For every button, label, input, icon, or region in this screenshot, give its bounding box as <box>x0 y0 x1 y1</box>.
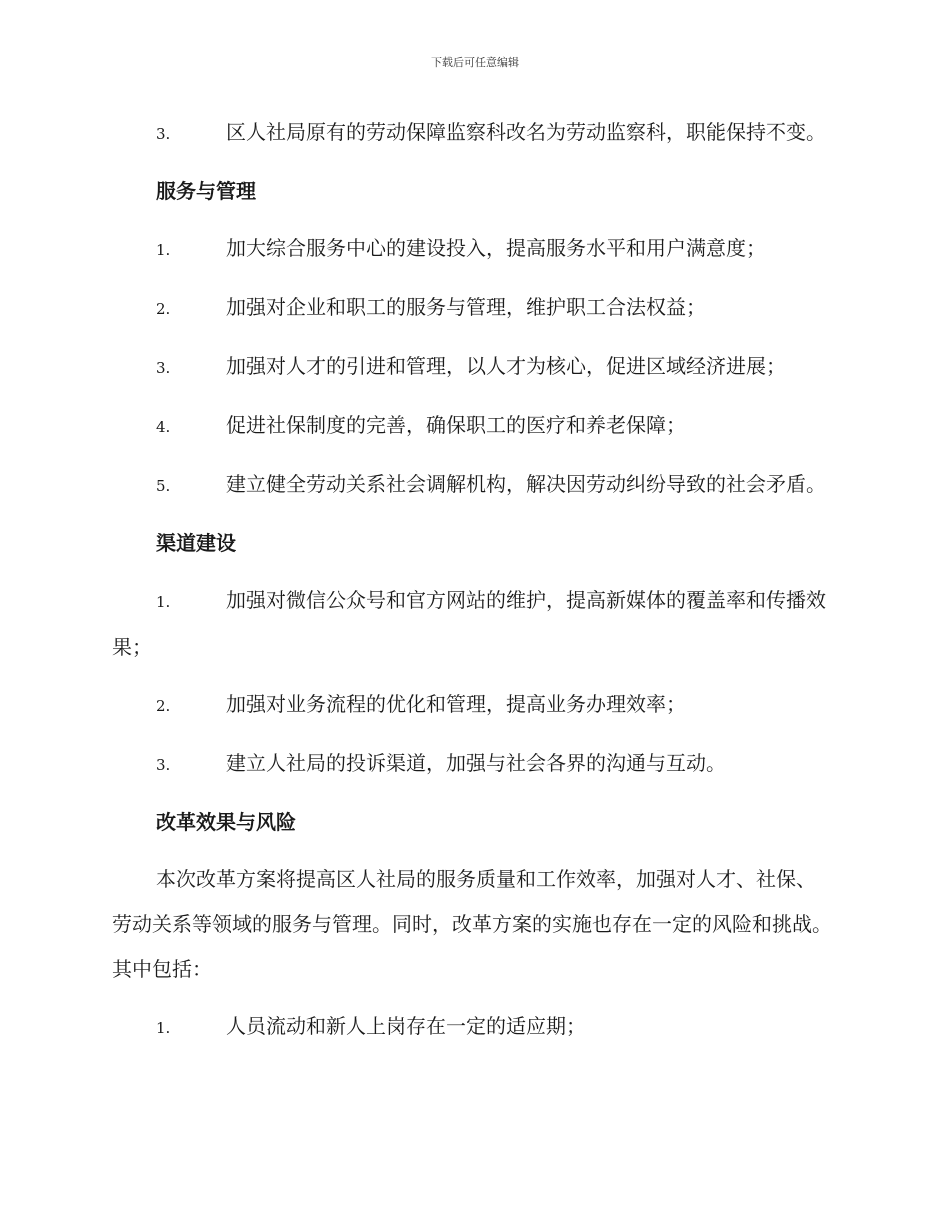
header-note: 下载后可任意编辑 <box>431 56 519 69</box>
list-item <box>112 741 832 788</box>
list-item-text: 建立健全劳动关系社会调解机构，解决因劳动纠纷导致的社会矛盾。 <box>226 472 826 496</box>
section-heading-channels: 渠道建设 <box>156 531 236 555</box>
list-item-text: 人员流动和新人上岗存在一定的适应期； <box>226 1014 586 1038</box>
list-item-number: 5. <box>156 477 171 495</box>
list-item <box>112 403 832 450</box>
document-content <box>112 110 832 1063</box>
list-item <box>112 462 832 509</box>
list-item-text: 促进社保制度的完善，确保职工的医疗和养老保障； <box>226 413 686 437</box>
list-item-number: 2. <box>156 300 171 318</box>
section-heading-service: 服务与管理 <box>156 179 256 203</box>
list-item <box>112 1004 832 1051</box>
list-item-number: 1. <box>156 593 171 611</box>
list-item-text: 建立人社局的投诉渠道，加强与社会各界的沟通与互动。 <box>226 751 726 775</box>
list-item <box>112 344 832 391</box>
list-item-number: 2. <box>156 697 171 715</box>
body-paragraph: 本次改革方案将提高区人社局的服务质量和工作效率，加强对人才、社保、劳动关系等领域的服务与管理。同时，改革方案的实施也存在一定的风险和挑战。其中包括： <box>112 867 832 981</box>
list-item-text: 加强对企业和职工的服务与管理，维护职工合法权益； <box>226 295 706 319</box>
list-item-text: 加强对微信公众号和官方网站的维护，提高新媒体的覆盖率和传播效果； <box>112 588 826 659</box>
list-item <box>112 682 832 729</box>
list-item <box>112 110 832 157</box>
list-item-text: 区人社局原有的劳动保障监察科改名为劳动监察科，职能保持不变。 <box>226 120 826 144</box>
list-item-text: 加大综合服务中心的建设投入，提高服务水平和用户满意度； <box>226 236 766 260</box>
list-item-number: 3. <box>156 125 171 143</box>
list-item-number: 4. <box>156 418 171 436</box>
list-item-number: 3. <box>156 359 171 377</box>
list-item <box>112 285 832 332</box>
list-item-number: 1. <box>156 1019 171 1037</box>
list-item-text: 加强对人才的引进和管理，以人才为核心，促进区域经济进展； <box>226 354 786 378</box>
list-item-number: 3. <box>156 756 171 774</box>
list-item <box>112 226 832 273</box>
list-item <box>112 578 832 670</box>
list-item-text: 加强对业务流程的优化和管理，提高业务办理效率； <box>226 692 686 716</box>
list-item-number: 1. <box>156 241 171 259</box>
section-heading-effects-risks: 改革效果与风险 <box>156 810 296 834</box>
